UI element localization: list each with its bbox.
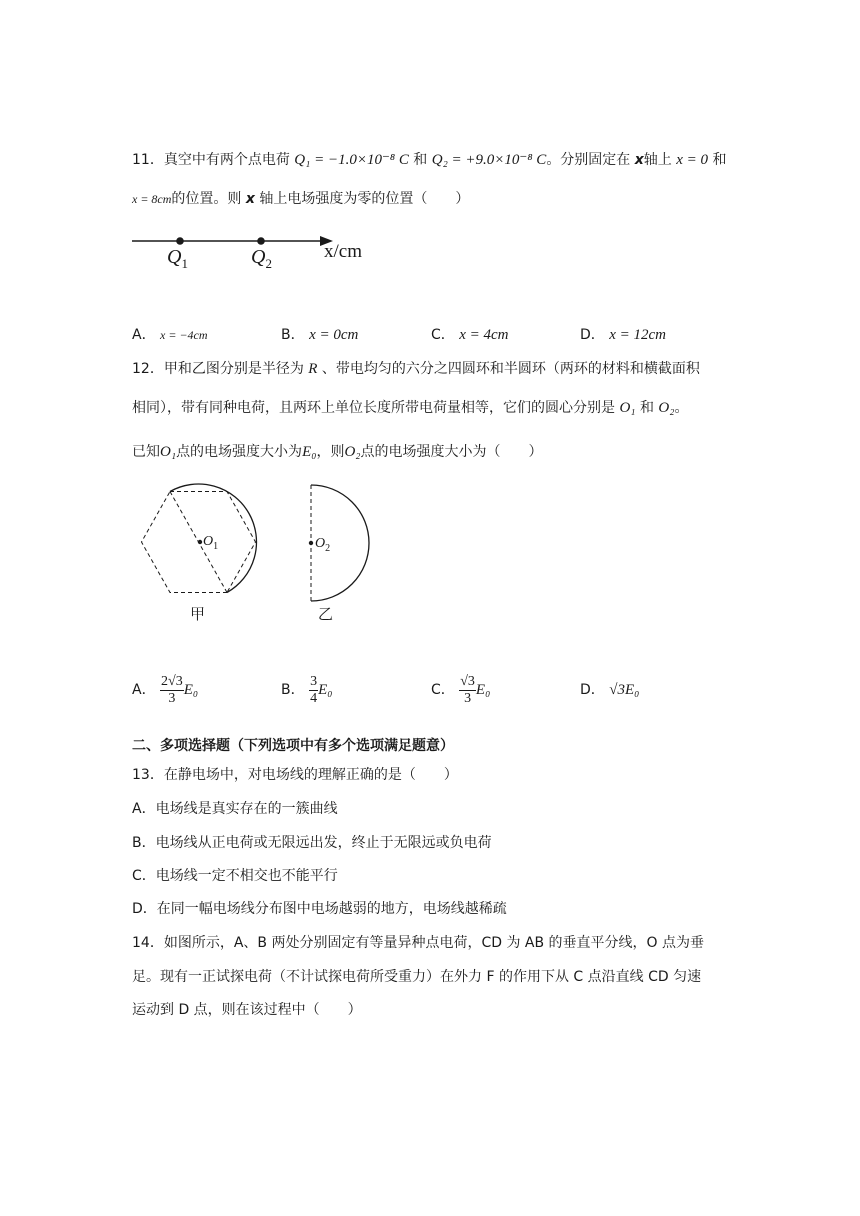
fraction-denominator: 4 bbox=[310, 690, 318, 706]
q11-option-b[interactable] bbox=[281, 325, 358, 345]
q11-text: 轴上电场强度为零的位置（ ） bbox=[259, 191, 470, 207]
q11-q2-expr: Q₂ = +9.0×10⁻⁸ C bbox=[431, 152, 547, 168]
q13-option-d[interactable] bbox=[132, 899, 507, 919]
q12-text: 和 bbox=[639, 400, 654, 416]
q13-option-c[interactable] bbox=[132, 866, 338, 886]
q13-stem bbox=[132, 765, 458, 785]
q11-line1 bbox=[132, 150, 726, 170]
q11-number: 11． bbox=[132, 152, 164, 168]
q14-text: 运动到 D 点，则在该过程中（ ） bbox=[132, 1002, 362, 1018]
q14-line2 bbox=[132, 967, 701, 987]
q14-line1 bbox=[132, 933, 704, 953]
q12-line3 bbox=[132, 442, 543, 462]
option-letter: C． bbox=[431, 327, 455, 343]
q12-fig-o1-label bbox=[203, 532, 218, 552]
q12-e0: E₀ bbox=[302, 444, 317, 460]
q12-option-c[interactable] bbox=[431, 670, 490, 710]
q12-text: 点的电场强度大小为 bbox=[176, 444, 303, 460]
option-letter: D． bbox=[580, 327, 605, 343]
q2-letter: Q bbox=[251, 246, 266, 268]
q12-o2: O₂ bbox=[344, 444, 361, 460]
q13-stem-text: 13．在静电场中，对电场线的理解正确的是（ ） bbox=[132, 767, 458, 783]
q11-fig-axis-label bbox=[324, 240, 362, 264]
q12-text: 。 bbox=[674, 400, 689, 416]
fraction bbox=[459, 674, 476, 707]
option-value: √3E₀ bbox=[609, 682, 640, 698]
option-value: x = 0cm bbox=[309, 327, 359, 343]
q12-option-a[interactable] bbox=[132, 670, 198, 710]
option-letter: A． bbox=[132, 682, 156, 698]
option-tail: E₀ bbox=[318, 682, 333, 698]
q11-text: 的位置。则 bbox=[171, 191, 242, 207]
q11-q1-expr: Q₁ = −1.0×10⁻⁸ C bbox=[294, 152, 409, 168]
fraction-denominator: 3 bbox=[464, 690, 472, 706]
fraction bbox=[309, 674, 318, 707]
q1-point bbox=[176, 237, 184, 245]
q12-text: 已知 bbox=[132, 444, 160, 460]
o2-sub: 2 bbox=[325, 542, 331, 554]
option-text: B．电场线从正电荷或无限远出发，终止于无限远或负电荷 bbox=[132, 835, 492, 851]
q12-fig-yi-label bbox=[318, 604, 333, 624]
option-letter: B． bbox=[281, 682, 305, 698]
option-value: x = −4cm bbox=[160, 328, 208, 342]
q12-o1: O₁ bbox=[160, 444, 177, 460]
option-value: x = 12cm bbox=[609, 327, 667, 343]
q11-option-a[interactable] bbox=[132, 325, 208, 345]
q12-text: 、带电均匀的六分之四圆环和半圆环（两环的材料和横截面积 bbox=[321, 361, 700, 377]
option-letter: A． bbox=[132, 327, 156, 343]
q12-option-b[interactable] bbox=[281, 670, 332, 710]
q11-option-d[interactable] bbox=[580, 325, 666, 345]
option-letter: B． bbox=[281, 327, 305, 343]
q12-line1 bbox=[132, 359, 700, 379]
section2-title-text: 二、多项选择题（下列选项中有多个选项满足题意） bbox=[132, 738, 454, 754]
o1-letter: O bbox=[203, 534, 214, 549]
q12-option-d[interactable] bbox=[580, 670, 639, 710]
jia-text: 甲 bbox=[190, 605, 206, 623]
q1-sub: 1 bbox=[181, 256, 188, 271]
q12-radius-var: R bbox=[308, 361, 318, 377]
q14-text: 14．如图所示，A、B 两处分别固定有等量异种点电荷，CD 为 AB 的垂直平分线，O 点为垂 bbox=[132, 935, 705, 951]
q11-text: 。分别固定在 bbox=[546, 152, 631, 168]
q12-text: 甲和乙图分别是半径为 bbox=[163, 361, 304, 377]
q14-line3 bbox=[132, 1000, 362, 1020]
fraction-numerator: 2√3 bbox=[161, 673, 183, 689]
q11-text: 和 bbox=[712, 152, 727, 168]
o2-point bbox=[309, 541, 313, 545]
q12-fig-o2-label bbox=[315, 534, 330, 554]
option-value: x = 4cm bbox=[459, 327, 509, 343]
q11-pos: x = 8cm bbox=[132, 192, 172, 206]
yi-text: 乙 bbox=[318, 605, 334, 623]
q11-text: 轴上 bbox=[643, 152, 672, 168]
q11-line2 bbox=[132, 189, 469, 209]
fraction bbox=[160, 674, 184, 707]
o1-sub: 1 bbox=[213, 540, 219, 552]
q11-option-c[interactable] bbox=[431, 325, 509, 345]
q14-text: 足。现有一正试探电荷（不计试探电荷所受重力）在外力 F 的作用下从 C 点沿直线 CD 匀速 bbox=[132, 969, 702, 985]
o2-letter: O bbox=[315, 536, 326, 551]
option-letter: C． bbox=[431, 682, 455, 698]
q1-letter: Q bbox=[167, 246, 182, 268]
q2-point bbox=[257, 237, 265, 245]
figure-jia bbox=[142, 484, 257, 592]
q11-text: 和 bbox=[413, 152, 428, 168]
fraction-numerator: √3 bbox=[460, 673, 475, 689]
axis-label-text: x/cm bbox=[324, 241, 362, 262]
q12-text: 点的电场强度大小为（ ） bbox=[360, 444, 543, 460]
q12-text: ，则 bbox=[316, 444, 345, 460]
q12-figure bbox=[130, 478, 390, 628]
q2-sub: 2 bbox=[265, 256, 272, 271]
q13-option-b[interactable] bbox=[132, 833, 492, 853]
q11-x0: x = 0 bbox=[676, 152, 709, 168]
q13-option-a[interactable] bbox=[132, 799, 338, 819]
section2-title bbox=[132, 736, 454, 756]
q12-line2 bbox=[132, 398, 688, 418]
option-letter: D． bbox=[580, 682, 605, 698]
option-tail: E₀ bbox=[475, 682, 491, 698]
option-text: C．电场线一定不相交也不能平行 bbox=[132, 868, 338, 884]
q12-number: 12． bbox=[132, 361, 164, 377]
fraction-denominator: 3 bbox=[168, 690, 176, 706]
q12-o1: O₁ bbox=[619, 400, 636, 416]
q12-o2: O₂ bbox=[658, 400, 675, 416]
q12-text: 相同），带有同种电荷，且两环上单位长度所带电荷量相等，它们的圆心分别是 bbox=[132, 400, 615, 416]
q11-x-var: x bbox=[245, 191, 255, 207]
q11-fig-q2-label bbox=[251, 245, 272, 269]
fraction-numerator: 3 bbox=[310, 673, 318, 689]
q11-fig-q1-label bbox=[167, 245, 188, 269]
option-tail: E₀ bbox=[183, 682, 199, 698]
q12-fig-jia-label bbox=[190, 604, 205, 624]
q11-text: 真空中有两个点电荷 bbox=[163, 152, 290, 168]
q11-x-var: x bbox=[634, 152, 644, 168]
option-text: A．电场线是真实存在的一簇曲线 bbox=[132, 801, 338, 817]
option-text: D．在同一幅电场线分布图中电场越弱的地方，电场线越稀疏 bbox=[132, 901, 507, 917]
o1-point bbox=[198, 540, 202, 544]
